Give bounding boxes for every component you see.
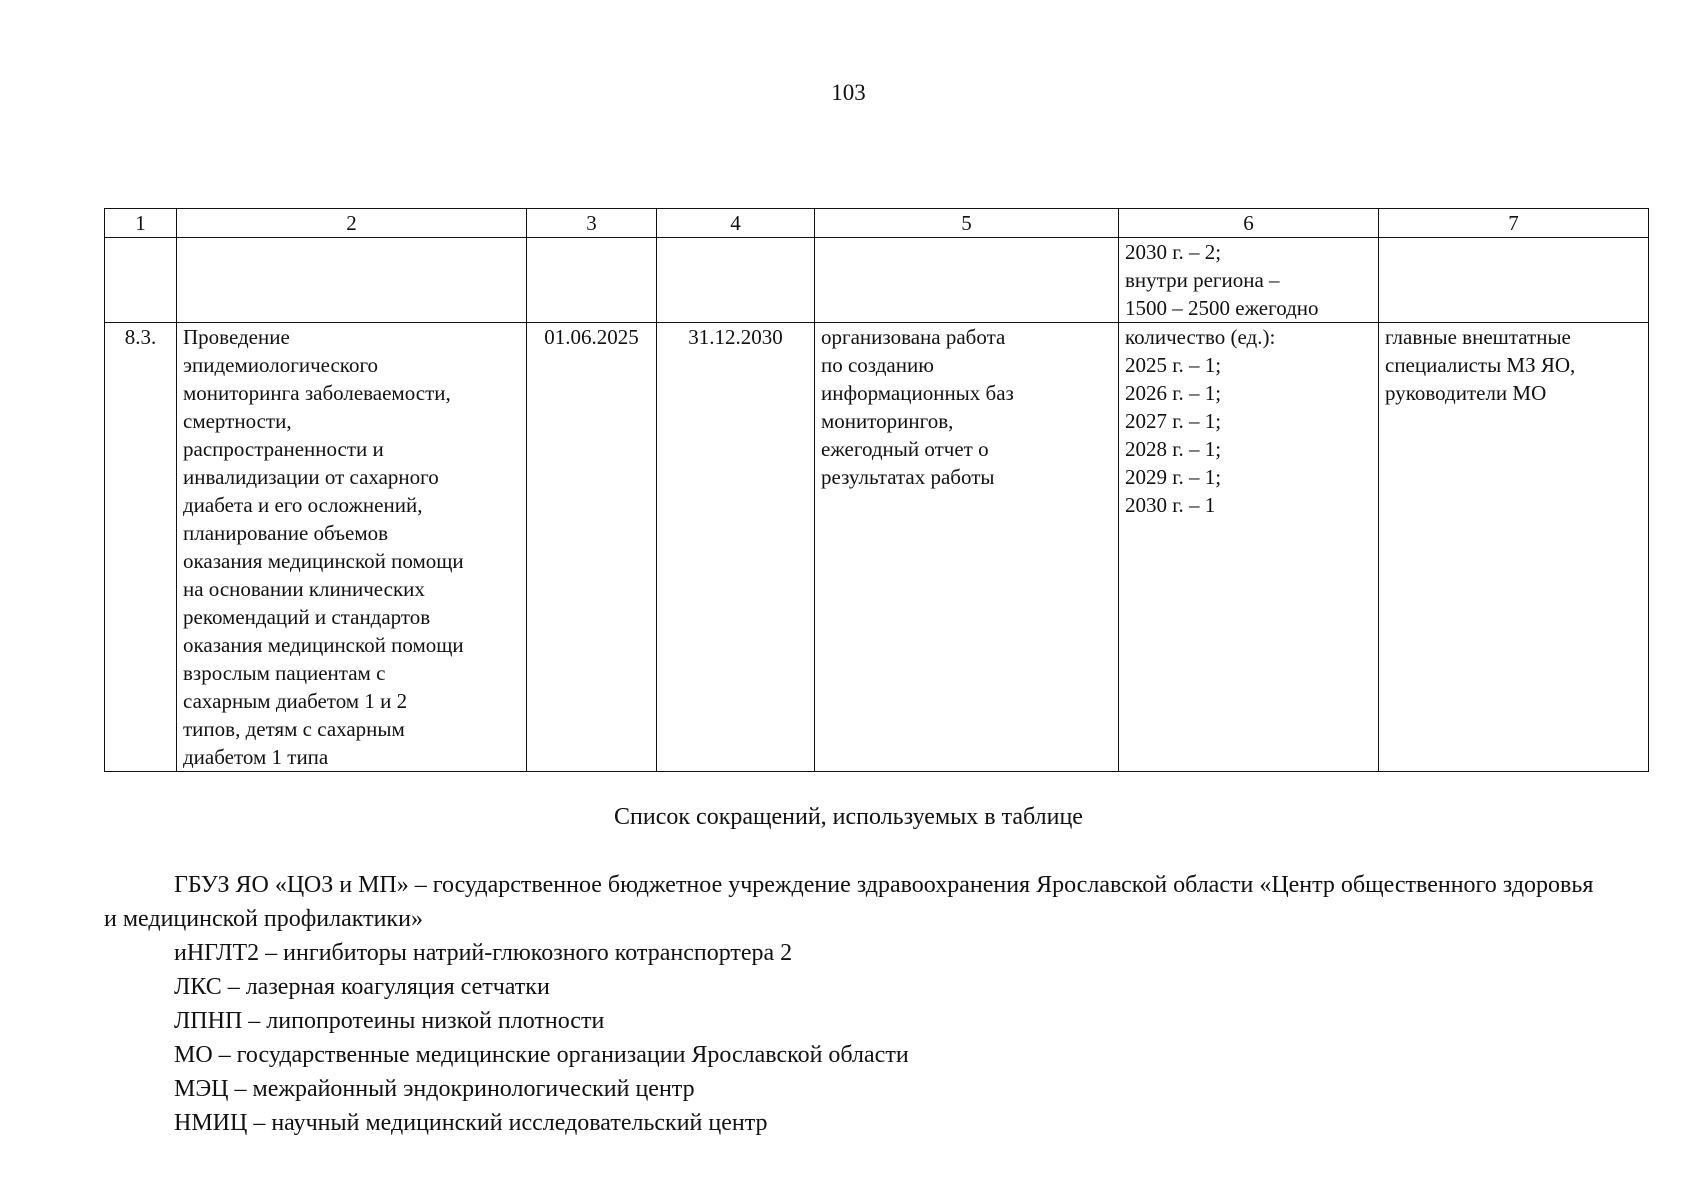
cell-empty [527,238,657,323]
row-number: 8.3. [105,323,177,772]
cell-empty [657,238,815,323]
result-line: информационных баз [821,381,1014,405]
description-line: смертности, [183,409,292,433]
abbreviation-item: ЛКС – лазерная коагуляция сетчатки [174,974,550,1000]
table-header-row [105,209,1649,238]
cell-empty [1379,238,1649,323]
abbreviation-item: иНГЛТ2 – ингибиторы натрий-глюкозного котранспортера 2 [174,940,793,966]
indicator-line: 2030 г. – 2; [1125,240,1222,264]
description-line: взрослым пациентам с [183,661,386,685]
indicator-line: 2028 г. – 1; [1125,437,1222,461]
table-row-8-3 [105,323,1649,772]
description-line: мониторинга заболеваемости, [183,381,451,405]
column-number-5: 5 [815,209,1119,238]
result-line: ежегодный отчет о [821,437,989,461]
responsible-executors [1379,323,1649,772]
indicator-line: 2029 г. – 1; [1125,465,1222,489]
indicator-line: 2025 г. – 1; [1125,353,1222,377]
description-line: планирование объемов [183,521,389,545]
abbreviations-title: Список сокращений, используемых в таблице [614,804,1083,830]
result-line: результатах работы [821,465,995,489]
responsible-line: руководители МО [1385,381,1547,405]
column-number-3: 3 [527,209,657,238]
column-number-4: 4 [657,209,815,238]
description-line: диабета и его осложнений, [183,493,423,517]
description-line: диабетом 1 типа [183,745,329,769]
description-line: распространенности и [183,437,384,461]
indicator-line: 1500 – 2500 ежегодно [1125,296,1319,320]
abbreviation-item: МЭЦ – межрайонный эндокринологический центр [174,1076,695,1102]
indicator-line: внутри региона – [1125,268,1280,292]
column-number-7: 7 [1379,209,1649,238]
description-line: рекомендаций и стандартов [183,605,431,629]
abbreviation-item: НМИЦ – научный медицинский исследовательский центр [174,1110,768,1136]
abbreviation-item: МО – государственные медицинские организации Ярославской области [174,1042,909,1068]
measure-description [177,323,527,772]
cell-empty [177,238,527,323]
end-date: 31.12.2030 [657,323,815,772]
description-line: на основании клинических [183,577,425,601]
result-line: по созданию [821,353,934,377]
responsible-line: главные внештатные [1385,325,1571,349]
description-line: инвалидизации от сахарного [183,465,439,489]
start-date: 01.06.2025 [527,323,657,772]
description-line: типов, детям с сахарным [183,717,405,741]
description-line: эпидемиологического [183,353,379,377]
responsible-line: специалисты МЗ ЯО, [1385,353,1576,377]
expected-result [815,323,1119,772]
result-line: организована работа [821,325,1006,349]
abbreviation-item: ЛПНП – липопротеины низкой плотности [174,1008,605,1034]
indicator-line: 2030 г. – 1 [1125,493,1216,517]
column-number-2: 2 [177,209,527,238]
description-line: оказания медицинской помощи [183,633,464,657]
column-number-6: 6 [1119,209,1379,238]
result-line: мониторингов, [821,409,954,433]
description-line: оказания медицинской помощи [183,549,464,573]
continuation-indicator-cell [1119,238,1379,323]
description-line: Проведение [183,325,290,349]
indicator-line: количество (ед.): [1125,325,1276,349]
table-row-continuation [105,238,1649,323]
indicator [1119,323,1379,772]
description-line: сахарным диабетом 1 и 2 [183,689,408,713]
page-number: 103 [831,80,866,105]
indicator-line: 2026 г. – 1; [1125,381,1222,405]
cell-empty [105,238,177,323]
abbreviations-list [104,868,1594,1140]
measures-table [104,208,1649,772]
indicator-line: 2027 г. – 1; [1125,409,1222,433]
cell-empty [815,238,1119,323]
abbreviation-item: ГБУЗ ЯО «ЦОЗ и МП» – государственное бюджетное учреждение здравоохранения Ярославской области «Центр общественного здоровья и медицинской профилактики» [104,872,1594,932]
column-number-1: 1 [105,209,177,238]
